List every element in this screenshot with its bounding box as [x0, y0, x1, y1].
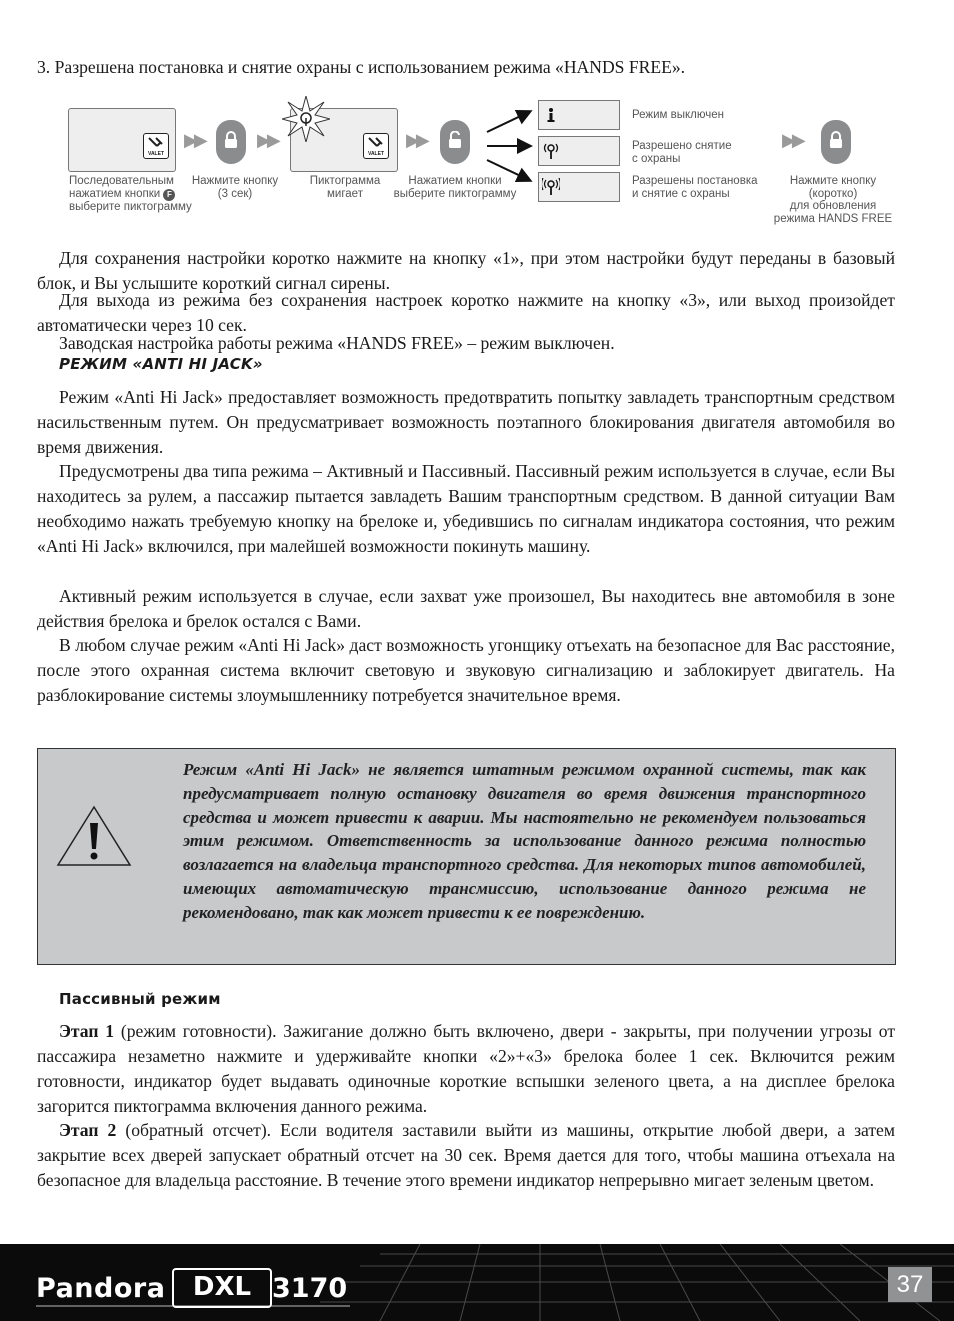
page-number: 37	[888, 1267, 932, 1302]
stage-1-paragraph	[37, 1019, 895, 1119]
stage-1-label: Этап 1	[59, 1021, 115, 1041]
antenna-waves-icon	[542, 178, 560, 196]
warning-box	[37, 748, 896, 965]
step3-caption: Пиктограмма мигает	[309, 175, 381, 200]
model-logo: DXL	[172, 1268, 272, 1308]
final-caption: Нажмите кнопку (коротко) для обновления режима HANDS FREE	[773, 175, 893, 225]
arrow-icon: ▶▶	[406, 130, 426, 151]
stage-2-paragraph	[37, 1118, 895, 1193]
section-paragraph-2: Предусмотрены два типа режима – Активный и Пассивный. Пассивный режим используется в случае, если Вы находитесь за рулем, а пассажир пытается завладеть Вашим транспортным средством. В данной ситуации Вам необходимо нажать требуемую кнопку на брелоке и, убедившись по сигналам индикатора состояния, что режим «Anti Hi Jack» включился, при малейшей возможности покинуть машину.	[37, 461, 895, 556]
paragraph-default: Заводская настройка работы режима «HANDS FREE» – режим выключен.	[59, 333, 615, 353]
lock-icon	[224, 131, 238, 149]
model-number: 3170	[272, 1273, 348, 1304]
option-disarm-label: Разрешено снятие с охраны	[632, 140, 732, 165]
arrow-icon: ▶▶	[257, 130, 277, 151]
arrow-icon: ▶▶	[184, 130, 204, 151]
step1-caption: Последовательным нажатием кнопки F выберите пиктограмму	[69, 175, 192, 213]
fob-display-1	[68, 108, 176, 172]
blink-burst-icon	[282, 96, 330, 142]
branch-arrows	[483, 106, 539, 186]
fob-button-unlock	[440, 120, 470, 164]
paragraph-exit: Для выхода из режима без сохранения настроек коротко нажмите на кнопку «3», или выход произойдет автоматически через 10 сек.	[37, 290, 895, 335]
option-arm-disarm-box	[538, 172, 620, 202]
subheading: Пассивный режим	[59, 990, 221, 1008]
warning-triangle-icon	[56, 805, 132, 867]
section-paragraph-1: Режим «Anti Hi Jack» предоставляет возможность предотвратить попытку завладеть транспортным средством насильственным путем. Он предусматривает возможность поэтапного блокирования двигателя автомобиля во время движения.	[37, 387, 895, 457]
intro-line: 3. Разрешена постановка и снятие охраны с использованием режима «HANDS FREE».	[37, 57, 686, 77]
step4-caption: Нажатием кнопки выберите пиктограмму	[393, 175, 517, 200]
valet-icon: VALET	[143, 133, 169, 159]
unlock-icon	[448, 131, 462, 149]
option-off-label: Режим выключен	[632, 109, 725, 121]
paragraph-save: Для сохранения настройки коротко нажмите на кнопку «1», при этом настройки будут переданы в базовый блок, и Вы услышите короткий сигнал сирены.	[37, 248, 895, 293]
option-arm-disarm-label: Разрешены постановка и снятие с охраны	[632, 175, 758, 200]
step2-caption: Нажмите кнопку (3 сек)	[191, 175, 279, 200]
option-off-box	[538, 100, 620, 130]
lock-icon	[829, 131, 843, 149]
stage-2-text: (обратный отсчет). Если водителя заставили выйти из машины, открытие любой двери, а затем закрытие всех дверей запускает обратный отсчет на 30 сек. Время дается для того, чтобы машина отъехала на безопасное для владельца расстояние. В течение этого времени индикатор непрерывно мигает зеленым цветом.	[37, 1120, 895, 1190]
valet-icon: VALET	[363, 133, 389, 159]
section-paragraph-3: Активный режим используется в случае, если захват уже произошел, Вы находитесь вне автомобиля в зоне действия брелока и брелок остался с Вами.	[37, 586, 895, 631]
section-heading: РЕЖИМ «ANTI HI JACK»	[59, 355, 263, 373]
fob-button-lock	[216, 120, 246, 164]
i-icon	[545, 107, 557, 123]
f-button-icon: F	[163, 189, 175, 201]
stage-2-label: Этап 2	[59, 1120, 117, 1140]
arrow-icon: ▶▶	[782, 130, 802, 151]
brand-name: Pandora	[36, 1273, 166, 1304]
option-disarm-box	[538, 136, 620, 166]
warning-text: Режим «Anti Hi Jack» не является штатным режимом охранной системы, так как предусматривает полную остановку двигателя во время движения транспортного средства и может привести к аварии. Мы настоятельно не рекомендуем пользоваться этим режимом. Ответственность за использование данного режима полностью возлагается на владельца транспортного средства. Для некоторых типов автомобилей, имеющих автоматическую трансмиссию, использование данного режима не рекомендовано, так как может привести к ее повреждению.	[183, 760, 866, 922]
antenna-icon	[543, 142, 559, 160]
section-paragraph-4: В любом случае режим «Anti Hi Jack» даст возможность угонщику отъехать на безопасное для Вас расстояние, после этого охранная система включит световую и звуковую сигнализацию и заблокирует двигатель. На разблокирование системы злоумышленнику потребуется значительное время.	[37, 635, 895, 705]
fob-button-lock-final	[821, 120, 851, 164]
stage-1-text: (режим готовности). Зажигание должно быть включено, двери - закрыты, при получении угрозы от пассажира незаметно нажмите и удерживайте кнопки «2»+«3» брелока более 1 сек. Включится режим готовности, индикатор будет выдавать одиночные короткие вспышки зеленого цвета, а на дисплее брелока загорится пиктограмма включения данного режима.	[37, 1021, 896, 1116]
